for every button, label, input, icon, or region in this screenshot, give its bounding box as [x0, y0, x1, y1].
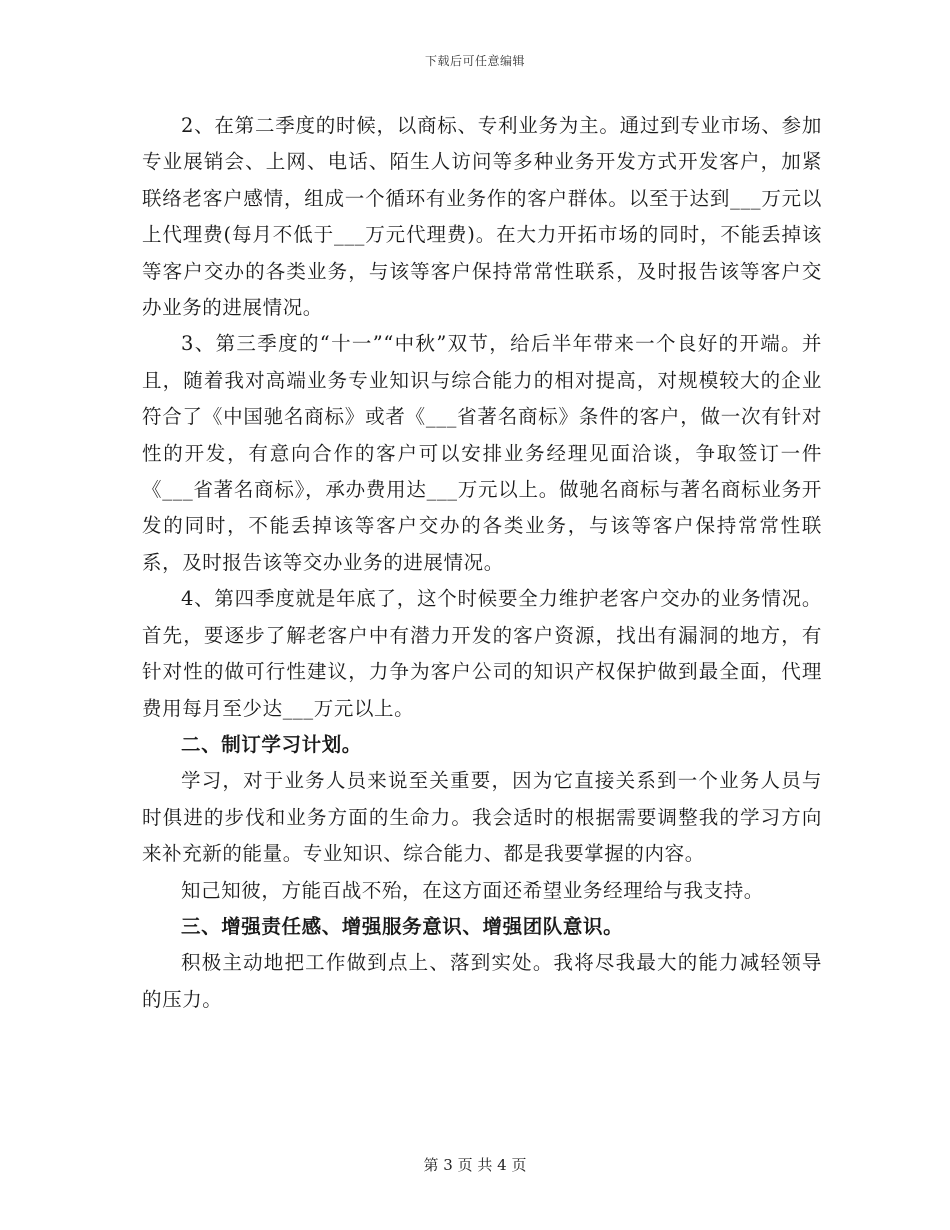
paragraph-study-support: 知己知彼，方能百战不殆，在这方面还希望业务经理给与我支持。 — [181, 878, 764, 902]
paragraph-study-importance: 学习，对于业务人员来说至关重要，因为它直接关系到一个业务人员与时俱进的步伐和业务方面的生命力。我会适时的根据需要调整我的学习方向来补充新的能量。专业知识、综合能力、都是我要掌握的内容。 — [142, 769, 822, 866]
paragraph-q3-plan: 3、第三季度的“十一”“中秋”双节，给后半年带来一个良好的开端。并且，随着我对高端业务专业知识与综合能力的相对提高，对规模较大的企业符合了《中国驰名商标》或者《___省著名商标》条件的客户，做一次有针对性的开发，有意向合作的客户可以安排业务经理见面洽谈，争取签订一件《___省著名商标》，承办费用达___万元以上。做驰名商标与著名商标业务开发的同时，不能丢掉该等客户交办的各类业务，与该等客户保持常常性联系，及时报告该等交办业务的进展情况。 — [142, 332, 822, 574]
section-heading-responsibility: 三、增强责任感、增强服务意识、增强团队意识。 — [181, 914, 624, 938]
section-heading-study-plan: 二、制订学习计划。 — [181, 732, 362, 756]
paragraph-q2-plan: 2、在第二季度的时候，以商标、专利业务为主。通过到专业市场、参加专业展销会、上网、电话、陌生人访问等多种业务开发方式开发客户，加紧联络老客户感情，组成一个循环有业务作的客户群体。以至于达到___万元以上代理费(每月不低于___万元代理费)。在大力开拓市场的同时，不能丢掉该等客户交办的各类业务，与该等客户保持常常性联系，及时报告该等客户交办业务的进展情况。 — [142, 114, 822, 320]
paragraph-responsibility: 积极主动地把工作做到点上、落到实处。我将尽我最大的能力减轻领导的压力。 — [142, 951, 822, 1011]
page-number-footer: 第 3 页 共 4 页 — [423, 1156, 527, 1174]
paragraph-q4-plan: 4、第四季度就是年底了，这个时候要全力维护老客户交办的业务情况。首先，要逐步了解老客户中有潜力开发的客户资源，找出有漏洞的地方，有针对性的做可行性建议，力争为客户公司的知识产权保护做到最全面，代理费用每月至少达___万元以上。 — [142, 587, 822, 720]
document-body — [142, 108, 822, 1018]
page-header-note: 下载后可任意编辑 — [424, 54, 525, 68]
